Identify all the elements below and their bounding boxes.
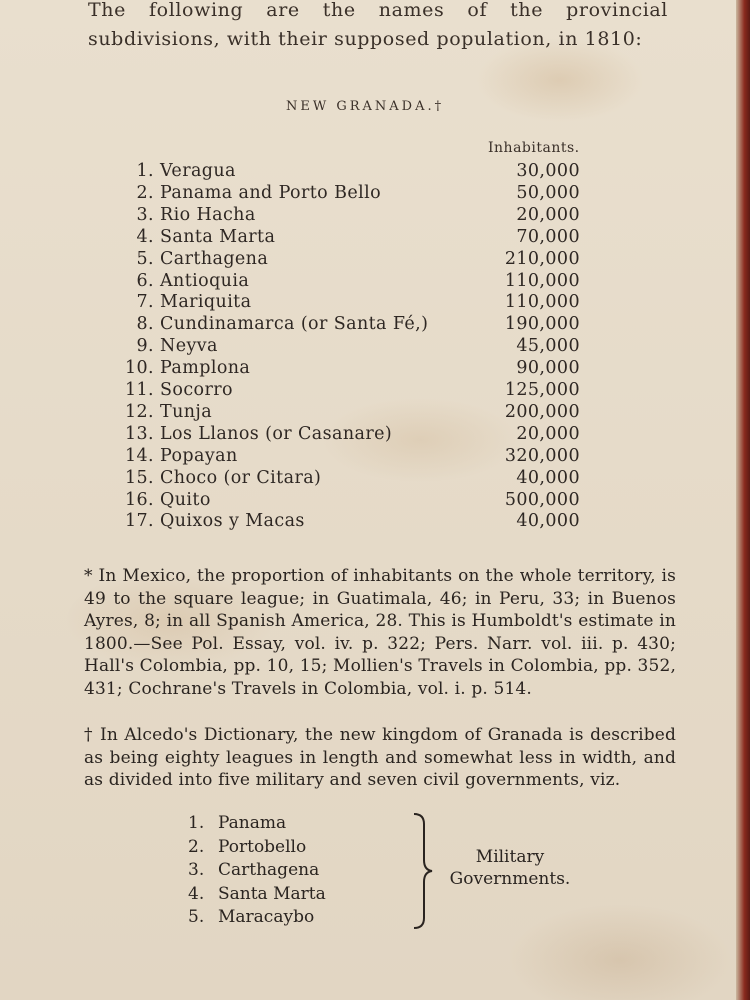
province-number: 4.: [136, 226, 154, 247]
military-item: [188, 812, 286, 834]
province-name: Mariquita: [160, 292, 252, 313]
military-name: Portobello: [218, 836, 307, 857]
province-name: Santa Marta: [160, 226, 276, 247]
province-name: Neyva: [160, 336, 218, 357]
province-number: 1.: [136, 161, 154, 181]
province-number: 16.: [124, 489, 154, 510]
military-label: [440, 846, 580, 890]
book-edge: [736, 0, 750, 1000]
military-number: 2.: [188, 836, 205, 857]
province-number: 17.: [124, 511, 154, 532]
military-item: [188, 859, 319, 881]
province-population: 20,000: [516, 204, 580, 225]
province-number: 10.: [124, 358, 154, 379]
province-number: 5.: [136, 248, 154, 269]
military-item: [188, 836, 306, 858]
province-number: 6.: [136, 270, 154, 291]
military-item: [188, 883, 326, 905]
province-row: [120, 313, 428, 335]
province-row: [120, 182, 381, 204]
province-number: 9.: [136, 336, 154, 357]
province-number: 3.: [136, 204, 154, 225]
province-name: Popayan: [160, 445, 238, 466]
province-population: 20,000: [516, 423, 580, 444]
province-number: 11.: [124, 380, 154, 400]
column-header: Inhabitants.: [488, 140, 580, 156]
province-row: [120, 510, 305, 532]
province-row: [120, 467, 321, 489]
province-number: 12.: [124, 401, 154, 422]
province-number: 13.: [124, 423, 154, 444]
province-population: 50,000: [516, 182, 580, 203]
province-row: [120, 489, 211, 511]
province-population: 320,000: [504, 445, 580, 466]
province-population: 210,000: [504, 248, 580, 269]
province-name: Los Llanos (or Casanare): [160, 423, 393, 444]
province-name: Rio Hacha: [160, 204, 256, 225]
military-number: 4.: [188, 883, 205, 904]
military-number: 5.: [188, 907, 205, 927]
province-population: 40,000: [516, 467, 580, 488]
province-name: Quito: [160, 489, 211, 510]
province-population: 30,000: [516, 161, 580, 181]
province-row: [120, 335, 218, 357]
military-label-line1: Military: [475, 847, 545, 867]
province-row: [120, 160, 236, 182]
province-name: Socorro: [160, 380, 233, 400]
military-item: [188, 906, 314, 928]
province-number: 2.: [136, 182, 154, 203]
province-population: 500,000: [504, 489, 580, 510]
military-number: 1.: [188, 813, 205, 833]
province-population: 190,000: [504, 314, 580, 335]
province-row: [120, 226, 275, 248]
province-name: Choco (or Citara): [160, 467, 322, 488]
footnote-star: * In Mexico, the proportion of inhabitants on the whole territory, is 49 to the square league; in Guatimala, 46; in Peru, 33; in Buenos Ayres, 8; in all Spanish America, 28. This is Humboldt's estimate in 1800.—See Pol. Essay, vol. iv. p. 322; Pers. Narr. vol. iii. p. 430; Hall's Colombia, pp. 10, 15; Mollien's Travels in Colombia, pp. 352, 431; Cochrane's Travels in Colombia, vol. i. p. 514.: [84, 566, 677, 699]
province-name: Quixos y Macas: [160, 511, 305, 532]
military-name: Maracaybo: [218, 907, 315, 927]
province-population: 90,000: [516, 358, 580, 379]
brace-icon: [408, 812, 438, 930]
province-name: Carthagena: [160, 248, 269, 269]
province-row: [120, 445, 238, 467]
province-row: [120, 270, 249, 292]
province-population: 110,000: [504, 292, 580, 313]
province-number: 14.: [124, 445, 154, 466]
province-row: [120, 379, 233, 401]
province-row: [120, 401, 212, 423]
province-population: 110,000: [504, 270, 580, 291]
province-number: 15.: [124, 467, 154, 488]
military-label-line2: Governments.: [449, 869, 571, 889]
military-number: 3.: [188, 860, 205, 880]
province-name: Tunja: [160, 401, 213, 422]
province-name: Panama and Porto Bello: [160, 182, 382, 203]
province-row: [120, 248, 268, 270]
province-name: Antioquia: [160, 270, 250, 291]
province-population: 125,000: [504, 380, 580, 400]
province-name: Pamplona: [160, 358, 251, 379]
province-number: 7.: [136, 292, 154, 313]
section-heading: NEW GRANADA.†: [286, 99, 445, 114]
military-name: Santa Marta: [218, 883, 326, 904]
province-name: Veragua: [160, 161, 236, 181]
province-row: [120, 423, 392, 445]
military-name: Carthagena: [218, 860, 320, 880]
province-row: [120, 291, 251, 313]
province-population: 70,000: [516, 226, 580, 247]
province-population: 40,000: [516, 511, 580, 532]
province-population: 200,000: [504, 401, 580, 422]
intro-paragraph: The following are the names of the provincial subdivisions, with their supposed population, in 1810:: [88, 0, 668, 50]
province-population: 45,000: [516, 336, 580, 357]
province-name: Cundinamarca (or Santa Fé,): [160, 314, 429, 335]
footnote-dagger: † In Alcedo's Dictionary, the new kingdom of Granada is described as being eighty leagues in length and somewhat less in width, and as divided into five military and seven civil governments, viz.: [84, 725, 676, 790]
military-name: Panama: [218, 813, 287, 833]
province-row: [120, 204, 256, 226]
province-number: 8.: [136, 314, 154, 335]
province-row: [120, 357, 250, 379]
